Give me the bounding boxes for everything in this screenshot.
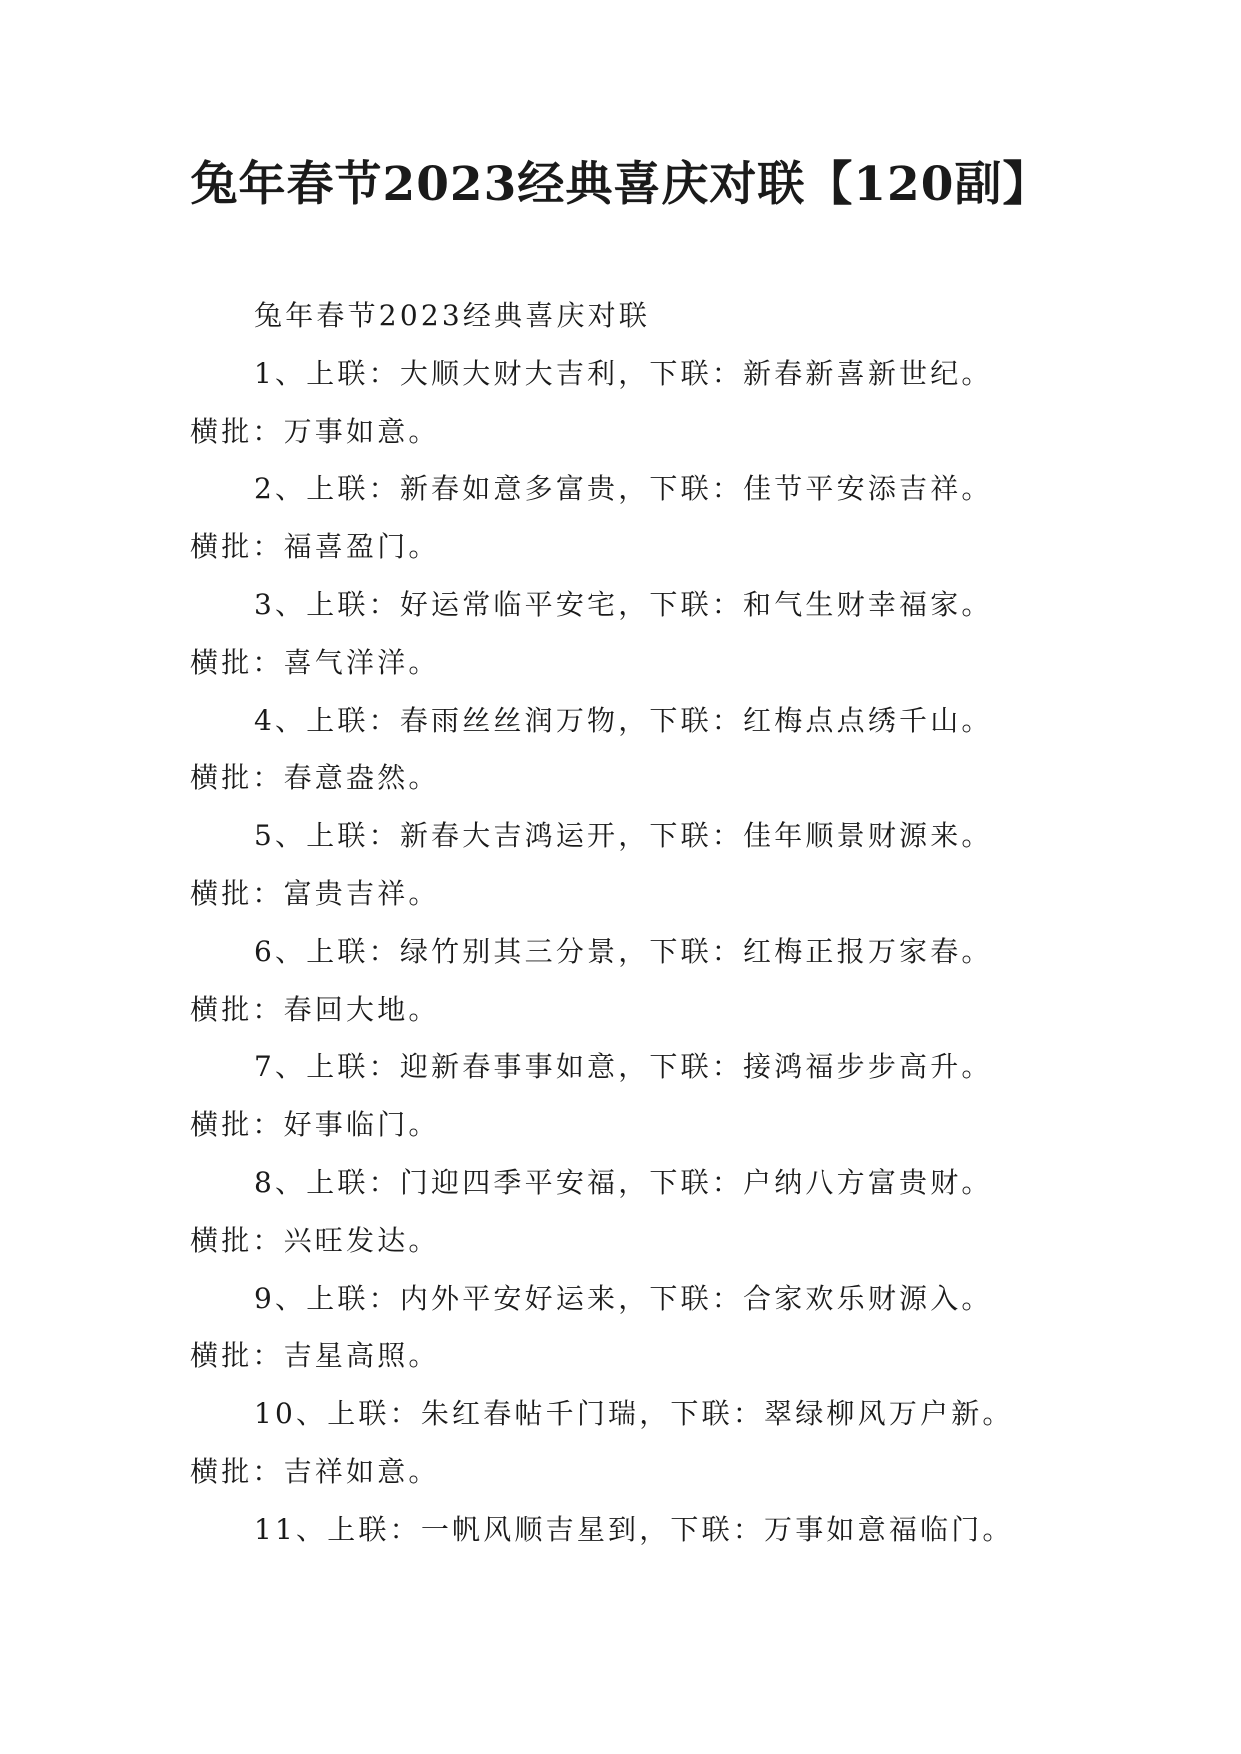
document-body	[190, 287, 1070, 1559]
couplet-1-first-line: 1、上联：大顺大财大吉利，下联：新春新喜新世纪。	[254, 356, 993, 390]
couplet-3-first-line: 3、上联：好运常临平安宅，下联：和气生财幸福家。	[254, 587, 993, 621]
couplet-9-horizontal: 横批：吉星高照。	[190, 1339, 440, 1373]
couplet-8-first-line: 8、上联：门迎四季平安福，下联：户纳八方富贵财。	[254, 1165, 993, 1199]
couplet-4-first-line: 4、上联：春雨丝丝润万物，下联：红梅点点绣千山。	[254, 703, 993, 737]
couplet-7-horizontal: 横批：好事临门。	[190, 1108, 440, 1142]
couplet-8-horizontal: 横批：兴旺发达。	[190, 1223, 440, 1257]
intro-line: 兔年春节2023经典喜庆对联	[254, 299, 651, 332]
document-title: 兔年春节2023经典喜庆对联【120副】	[190, 157, 1051, 212]
couplet-10-horizontal: 横批：吉祥如意。	[190, 1454, 440, 1488]
couplet-9-first-line: 9、上联：内外平安好运来，下联：合家欢乐财源入。	[254, 1281, 993, 1315]
couplet-6-horizontal: 横批：春回大地。	[190, 992, 440, 1026]
couplet-2-horizontal: 横批：福喜盈门。	[190, 530, 440, 564]
couplet-10-first-line: 10、上联：朱红春帖千门瑞，下联：翠绿柳风万户新。	[254, 1397, 1014, 1431]
couplet-11-first-line: 11、上联：一帆风顺吉星到，下联：万事如意福临门。	[254, 1512, 1014, 1546]
couplet-4-horizontal: 横批：春意盎然。	[190, 761, 440, 795]
couplet-6-first-line: 6、上联：绿竹别其三分景，下联：红梅正报万家春。	[254, 934, 993, 968]
couplet-1-horizontal: 横批：万事如意。	[190, 414, 440, 448]
couplet-7-first-line: 7、上联：迎新春事事如意，下联：接鸿福步步高升。	[254, 1050, 993, 1084]
couplet-3-horizontal: 横批：喜气洋洋。	[190, 645, 440, 679]
couplet-2-first-line: 2、上联：新春如意多富贵，下联：佳节平安添吉祥。	[254, 472, 993, 506]
couplet-5-horizontal: 横批：富贵吉祥。	[190, 876, 440, 910]
couplet-5-first-line: 5、上联：新春大吉鸿运开，下联：佳年顺景财源来。	[254, 819, 993, 853]
